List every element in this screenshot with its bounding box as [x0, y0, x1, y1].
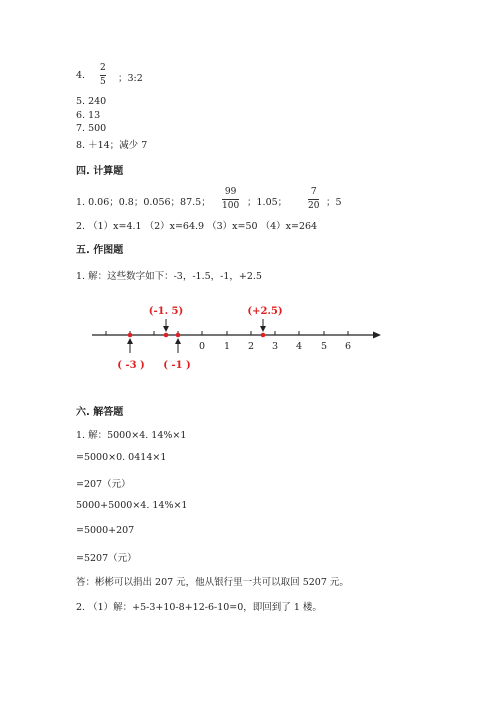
solution-line-8: 2. （1）解：+5-3+10-8+12-6-10=0，即回到了 1 楼。 — [76, 602, 322, 613]
answer-line-6: 6. 13 — [76, 110, 101, 121]
tick-label-3: 3 — [271, 341, 279, 352]
label-pos-2.5: (+2.5) — [247, 306, 283, 317]
calc-line-1 — [76, 194, 211, 208]
fraction-bar — [100, 75, 106, 76]
tick-label-6: 6 — [344, 341, 352, 352]
solution-line-1: 1. 解：5000×4. 14%×1 — [76, 430, 187, 441]
point--3 — [128, 333, 133, 338]
calc-1-fraction-2 — [308, 187, 319, 212]
calc-1-fraction-1 — [222, 187, 239, 212]
tick-label-1: 1 — [223, 341, 231, 352]
arrow-up-neg-3-head — [127, 338, 133, 344]
tick-label-2: 2 — [247, 341, 255, 352]
section-5-title: 五. 作图题 — [76, 245, 124, 256]
answer-line-7: 7. 500 — [76, 123, 107, 134]
section-4-title: 四. 计算题 — [76, 166, 124, 177]
fraction-denominator: 5 — [100, 77, 106, 87]
tick-label-4: 4 — [295, 341, 303, 352]
calc-1-part3: ；5 — [326, 197, 342, 208]
answer-line-8: 8. ＋14；减少 7 — [76, 140, 148, 151]
point--1.5 — [164, 333, 169, 338]
answer-4-rest: ；3:2 — [118, 73, 143, 84]
answer-line-4 — [76, 70, 85, 81]
tick-label-0: 0 — [198, 341, 206, 352]
arrow-down-pos-2.5-head — [260, 326, 266, 332]
solution-line-3: =207（元） — [76, 479, 131, 490]
fraction-numerator: 99 — [224, 187, 237, 197]
axis-arrow-head — [373, 332, 381, 339]
fraction-numerator: 7 — [310, 187, 317, 197]
number-line-ticks — [106, 331, 348, 335]
fraction-denominator: 100 — [222, 201, 240, 211]
arrow-up-neg-1-head — [175, 338, 181, 344]
answer-4-label: 4. — [76, 70, 86, 81]
label-neg-1.5: (-1. 5) — [148, 306, 184, 317]
fraction-denominator: 20 — [308, 201, 320, 211]
calc-1-part1: 1. 0.06；0.8；0.056；87.5； — [76, 197, 211, 208]
label-neg-1: ( -1 ) — [163, 360, 191, 371]
calc-1-part2: ；1.05； — [247, 197, 288, 208]
solution-line-2: =5000×0. 0414×1 — [76, 452, 167, 463]
point-2.5 — [261, 333, 266, 338]
drawing-answer: 1. 解：这些数字如下：-3，-1.5，-1，+2.5 — [76, 271, 262, 282]
fraction-numerator: 2 — [100, 63, 106, 73]
solution-line-6: =5207（元） — [76, 553, 137, 564]
fraction-bar — [308, 199, 319, 200]
arrow-down-neg-1.5-head — [163, 326, 169, 332]
solution-line-7: 答：彬彬可以捐出 207 元，他从银行里一共可以取回 5207 元。 — [76, 577, 349, 588]
solution-line-4: 5000+5000×4. 14%×1 — [76, 500, 188, 511]
answer-line-5: 5. 240 — [76, 96, 107, 107]
section-6-title: 六. 解答题 — [76, 407, 124, 418]
tick-label-5: 5 — [320, 341, 328, 352]
calc-line-2: 2. （1）x=4.1 （2）x=64.9 （3）x=50 （4）x=264 — [76, 221, 318, 232]
answer-4-fraction — [100, 63, 106, 88]
label-neg-3: ( -3 ) — [117, 360, 145, 371]
point--1 — [176, 333, 181, 338]
fraction-bar — [222, 199, 239, 200]
number-line-diagram — [0, 295, 500, 385]
solution-line-5: =5000+207 — [76, 525, 135, 536]
